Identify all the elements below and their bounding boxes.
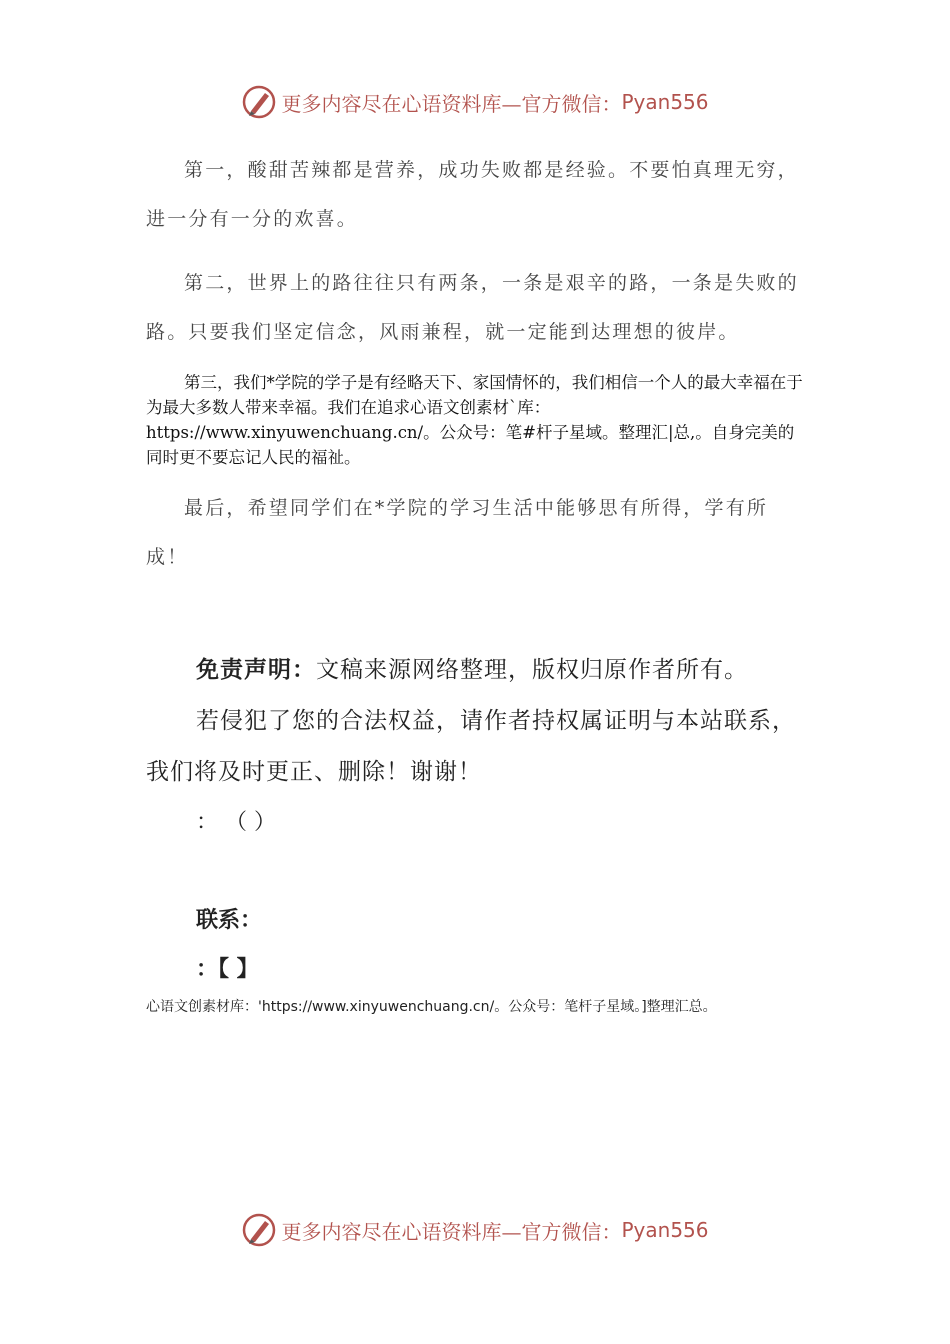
- paragraph-third: 第三，我们*学院的学子是有经略天下、家国情怀的，我们相信一个人的最大幸福在于为最大多数人带来幸福。我们在追求心语文创素材`库：https://www.xinyuwenchuang.cn/。公众号：笔#杆子星域。整理汇|总,。自身完美的同时更不要忘记人民的福祉。: [146, 373, 803, 467]
- contact-label: 联系：: [196, 908, 263, 933]
- banner-text: 更多内容尽在心语资料库—官方微信：: [281, 1219, 622, 1244]
- disclaimer-label: 免责声明：: [196, 657, 316, 683]
- source-line: 心语文创素材库：'https://www.xinyuwenchuang.cn/。公众号：笔杆子星域。]整理汇总。: [146, 999, 717, 1015]
- colon-placeholder-line: ： （ ）: [196, 810, 276, 835]
- banner-text: 更多内容尽在心语资料库—官方微信：: [281, 91, 622, 116]
- header-banner: [0, 82, 950, 122]
- paragraph-second: 第二，世界上的路往往只有两条，一条是艰辛的路，一条是失败的路。只要我们坚定信念，风雨兼程，就一定能到达理想的彼岸。: [146, 272, 799, 343]
- banner-wechat-id: Pyan556: [621, 1218, 709, 1242]
- disclaimer-block: [146, 645, 806, 798]
- pen-logo-icon: [241, 1212, 277, 1248]
- footer-banner: [0, 1210, 950, 1250]
- paragraph-first: 第一，酸甜苦辣都是营养，成功失败都是经验。不要怕真理无穷，进一分有一分的欢喜。: [146, 159, 799, 230]
- disclaimer-line1: 文稿来源网络整理，版权归原作者所有。: [316, 657, 748, 683]
- disclaimer-line2: 若侵犯了您的合法权益，请作者持权属证明与本站联系，我们将及时更正、删除！谢谢！: [146, 708, 796, 785]
- bracket-placeholder-line: ：【 】: [196, 957, 259, 982]
- pen-logo-icon: [241, 84, 277, 120]
- banner-wechat-id: Pyan556: [621, 90, 709, 114]
- paragraph-last: 最后，希望同学们在*学院的学习生活中能够思有所得，学有所成！: [146, 497, 769, 568]
